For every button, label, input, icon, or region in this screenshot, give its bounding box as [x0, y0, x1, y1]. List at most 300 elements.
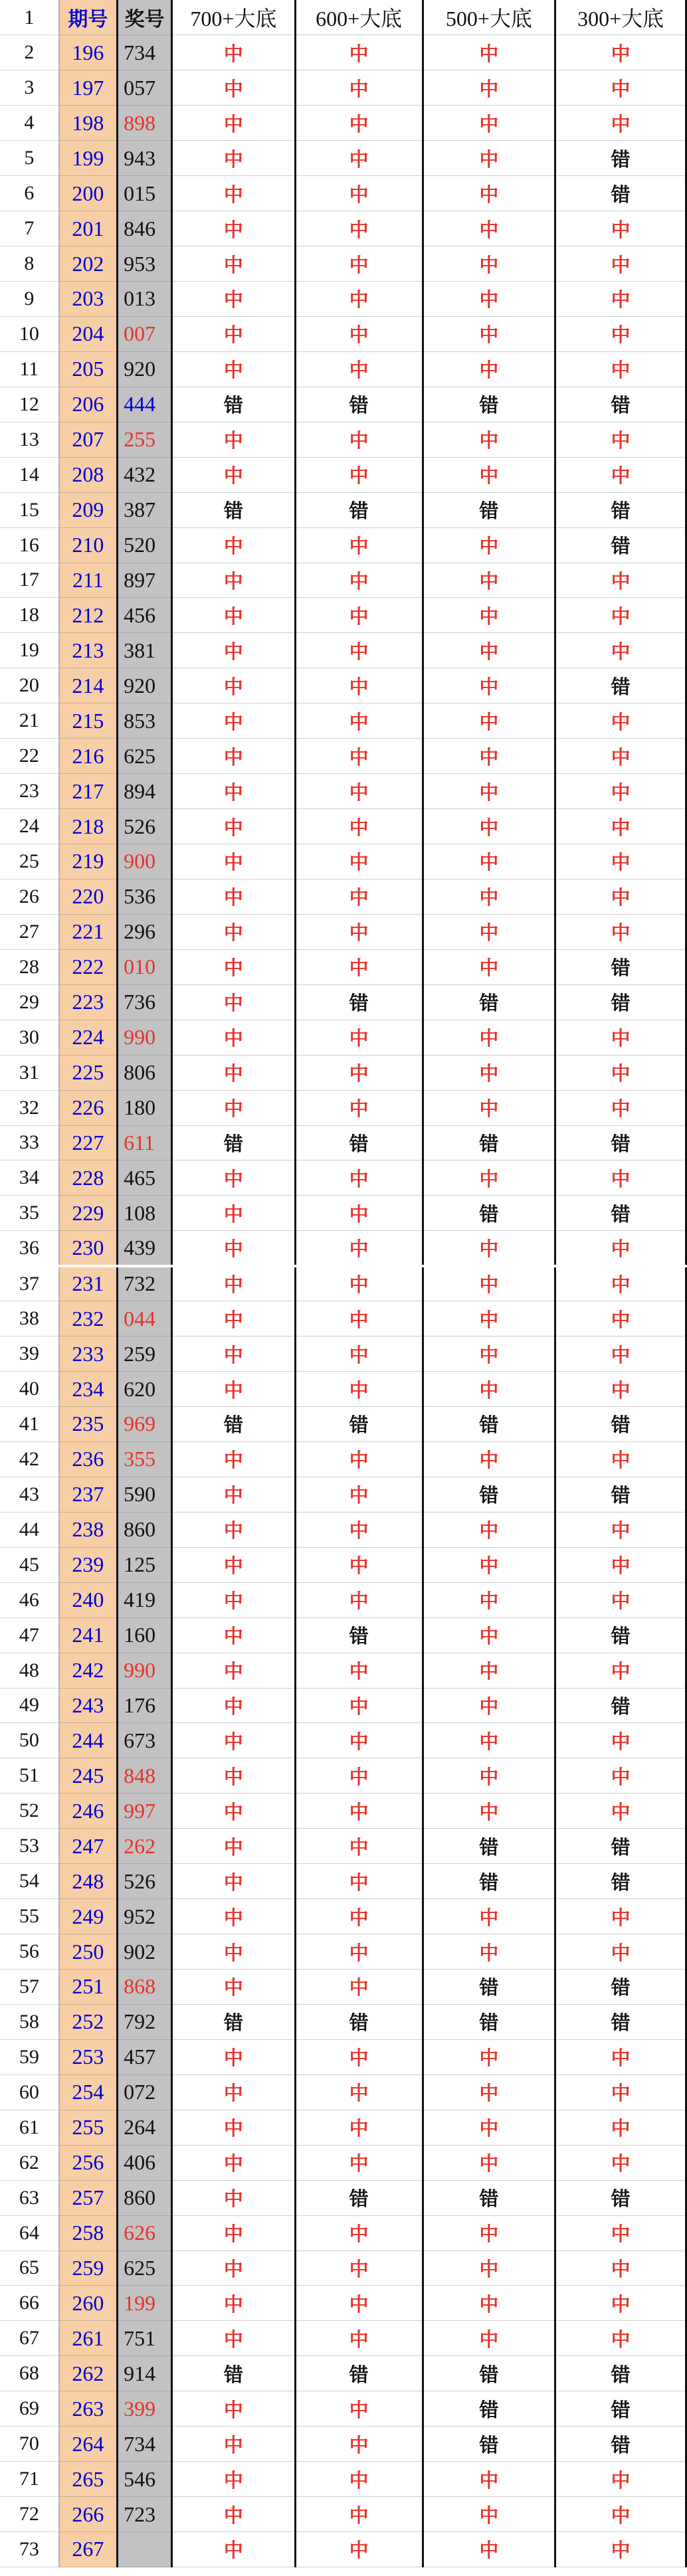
result-cell-700[interactable]: 中 [172, 1864, 296, 1899]
row-number[interactable]: 26 [0, 879, 59, 914]
award-number-cell[interactable]: 990 [118, 1653, 172, 1688]
award-number-cell[interactable]: 860 [118, 1512, 172, 1547]
row-number[interactable]: 14 [0, 457, 59, 492]
row-number[interactable]: 72 [0, 2497, 59, 2532]
result-cell-500[interactable]: 中 [423, 1723, 555, 1758]
result-cell-600[interactable]: 中 [295, 1829, 423, 1864]
result-cell-600[interactable]: 中 [295, 668, 423, 703]
result-cell-700[interactable]: 错 [172, 492, 296, 527]
result-cell-600[interactable]: 中 [295, 282, 423, 317]
award-number-cell[interactable]: 439 [118, 1231, 172, 1266]
period-cell[interactable]: 252 [59, 2004, 118, 2039]
result-cell-600[interactable]: 错 [295, 984, 423, 1020]
header-600[interactable]: 600+大底 [295, 0, 423, 35]
award-number-cell[interactable]: 898 [118, 106, 172, 141]
result-cell-300[interactable]: 错 [555, 2427, 686, 2462]
result-cell-700[interactable]: 中 [172, 2145, 296, 2180]
result-cell-700[interactable]: 中 [172, 1090, 296, 1125]
result-cell-300[interactable]: 中 [555, 1899, 686, 1934]
result-cell-300[interactable]: 中 [555, 2110, 686, 2145]
row-number[interactable]: 44 [0, 1512, 59, 1547]
period-cell[interactable]: 249 [59, 1899, 118, 1934]
row-number[interactable]: 10 [0, 316, 59, 351]
period-cell[interactable]: 262 [59, 2356, 118, 2391]
result-cell-300[interactable]: 中 [555, 457, 686, 492]
result-cell-600[interactable]: 中 [295, 1372, 423, 1407]
result-cell-700[interactable]: 中 [172, 1970, 296, 2005]
result-cell-300[interactable]: 中 [555, 2532, 686, 2567]
result-cell-500[interactable]: 中 [423, 1934, 555, 1970]
result-cell-300[interactable]: 中 [555, 1723, 686, 1758]
result-cell-700[interactable]: 中 [172, 316, 296, 351]
period-cell[interactable]: 256 [59, 2145, 118, 2180]
result-cell-500[interactable]: 中 [423, 2039, 555, 2074]
row-number[interactable]: 12 [0, 387, 59, 422]
period-cell[interactable]: 254 [59, 2074, 118, 2110]
result-cell-300[interactable]: 错 [555, 1477, 686, 1512]
result-cell-600[interactable]: 中 [295, 70, 423, 106]
result-cell-300[interactable]: 中 [555, 703, 686, 739]
row-number[interactable]: 48 [0, 1653, 59, 1688]
result-cell-300[interactable]: 中 [555, 422, 686, 457]
row-number[interactable]: 18 [0, 598, 59, 633]
award-number-cell[interactable]: 732 [118, 1266, 172, 1301]
result-cell-600[interactable]: 错 [295, 1407, 423, 1442]
result-cell-600[interactable]: 中 [295, 1582, 423, 1617]
row-number[interactable]: 23 [0, 774, 59, 809]
row-number[interactable]: 28 [0, 949, 59, 984]
row-number[interactable]: 40 [0, 1372, 59, 1407]
row-number[interactable]: 6 [0, 176, 59, 211]
result-cell-500[interactable]: 中 [423, 2321, 555, 2356]
result-cell-700[interactable]: 中 [172, 1196, 296, 1231]
award-number-cell[interactable]: 914 [118, 2356, 172, 2391]
result-cell-700[interactable]: 中 [172, 35, 296, 70]
result-cell-600[interactable]: 中 [295, 1336, 423, 1372]
period-cell[interactable]: 260 [59, 2286, 118, 2321]
result-cell-300[interactable]: 错 [555, 387, 686, 422]
award-number-cell[interactable]: 736 [118, 984, 172, 1020]
result-cell-500[interactable]: 中 [423, 1160, 555, 1196]
result-cell-500[interactable]: 错 [423, 1477, 555, 1512]
award-number-cell[interactable]: 611 [118, 1125, 172, 1160]
result-cell-500[interactable]: 中 [423, 1266, 555, 1301]
result-cell-300[interactable]: 中 [555, 1231, 686, 1266]
result-cell-600[interactable]: 中 [295, 35, 423, 70]
result-cell-300[interactable]: 中 [555, 70, 686, 106]
row-number[interactable]: 22 [0, 739, 59, 774]
row-number[interactable]: 33 [0, 1125, 59, 1160]
result-cell-600[interactable]: 中 [295, 774, 423, 809]
award-number-cell[interactable]: 044 [118, 1301, 172, 1336]
result-cell-700[interactable]: 错 [172, 2356, 296, 2391]
result-cell-500[interactable]: 中 [423, 1020, 555, 1055]
result-cell-300[interactable]: 中 [555, 739, 686, 774]
result-cell-300[interactable]: 中 [555, 563, 686, 598]
period-cell[interactable]: 267 [59, 2532, 118, 2567]
result-cell-500[interactable]: 中 [423, 1055, 555, 1090]
result-cell-300[interactable]: 中 [555, 2074, 686, 2110]
award-number-cell[interactable]: 160 [118, 1617, 172, 1653]
result-cell-700[interactable]: 中 [172, 70, 296, 106]
result-cell-500[interactable]: 错 [423, 2004, 555, 2039]
period-cell[interactable]: 229 [59, 1196, 118, 1231]
result-cell-300[interactable]: 中 [555, 2462, 686, 2497]
result-cell-700[interactable]: 错 [172, 1125, 296, 1160]
result-cell-500[interactable]: 中 [423, 1512, 555, 1547]
row-number[interactable]: 43 [0, 1477, 59, 1512]
result-cell-600[interactable]: 中 [295, 1688, 423, 1723]
result-cell-600[interactable]: 错 [295, 387, 423, 422]
result-cell-300[interactable]: 中 [555, 2286, 686, 2321]
result-cell-600[interactable]: 中 [295, 457, 423, 492]
result-cell-600[interactable]: 中 [295, 1020, 423, 1055]
result-cell-500[interactable]: 错 [423, 1829, 555, 1864]
result-cell-300[interactable]: 错 [555, 141, 686, 176]
result-cell-500[interactable]: 中 [423, 2110, 555, 2145]
result-cell-600[interactable]: 中 [295, 563, 423, 598]
row-number[interactable]: 73 [0, 2532, 59, 2567]
award-number-cell[interactable]: 846 [118, 211, 172, 246]
result-cell-300[interactable]: 中 [555, 2215, 686, 2251]
period-cell[interactable]: 220 [59, 879, 118, 914]
result-cell-600[interactable]: 中 [295, 527, 423, 563]
row-number[interactable]: 37 [0, 1266, 59, 1301]
result-cell-600[interactable]: 中 [295, 1512, 423, 1547]
row-number[interactable]: 35 [0, 1196, 59, 1231]
period-cell[interactable]: 237 [59, 1477, 118, 1512]
result-cell-500[interactable]: 中 [423, 1231, 555, 1266]
result-cell-600[interactable]: 中 [295, 598, 423, 633]
result-cell-700[interactable]: 中 [172, 1477, 296, 1512]
result-cell-700[interactable]: 中 [172, 246, 296, 282]
result-cell-300[interactable]: 错 [555, 1196, 686, 1231]
result-cell-600[interactable]: 中 [295, 844, 423, 879]
result-cell-700[interactable]: 中 [172, 668, 296, 703]
award-number-cell[interactable]: 952 [118, 1899, 172, 1934]
result-cell-300[interactable]: 中 [555, 633, 686, 668]
award-number-cell[interactable]: 673 [118, 1723, 172, 1758]
period-cell[interactable]: 236 [59, 1441, 118, 1477]
result-cell-500[interactable]: 中 [423, 351, 555, 387]
award-number-cell[interactable]: 007 [118, 316, 172, 351]
header-300[interactable]: 300+大底 [555, 0, 686, 35]
row-number[interactable]: 64 [0, 2215, 59, 2251]
result-cell-300[interactable]: 错 [555, 176, 686, 211]
result-cell-500[interactable]: 中 [423, 949, 555, 984]
award-number-cell[interactable]: 465 [118, 1160, 172, 1196]
period-cell[interactable]: 197 [59, 70, 118, 106]
result-cell-700[interactable]: 中 [172, 2391, 296, 2427]
row-number[interactable]: 39 [0, 1336, 59, 1372]
period-cell[interactable]: 255 [59, 2110, 118, 2145]
award-number-cell[interactable]: 013 [118, 282, 172, 317]
result-cell-700[interactable]: 中 [172, 1758, 296, 1794]
period-cell[interactable]: 209 [59, 492, 118, 527]
award-number-cell[interactable]: 848 [118, 1758, 172, 1794]
period-cell[interactable]: 259 [59, 2251, 118, 2286]
result-cell-500[interactable]: 中 [423, 176, 555, 211]
row-number[interactable]: 13 [0, 422, 59, 457]
award-number-cell[interactable]: 734 [118, 2427, 172, 2462]
period-cell[interactable]: 222 [59, 949, 118, 984]
row-number[interactable]: 4 [0, 106, 59, 141]
award-number-cell[interactable]: 536 [118, 879, 172, 914]
result-cell-700[interactable]: 中 [172, 1231, 296, 1266]
period-cell[interactable]: 210 [59, 527, 118, 563]
award-number-cell[interactable]: 015 [118, 176, 172, 211]
result-cell-500[interactable]: 错 [423, 1196, 555, 1231]
row-number[interactable]: 50 [0, 1723, 59, 1758]
award-number-cell[interactable]: 264 [118, 2110, 172, 2145]
result-cell-700[interactable]: 中 [172, 2497, 296, 2532]
period-cell[interactable]: 204 [59, 316, 118, 351]
row-number[interactable]: 41 [0, 1407, 59, 1442]
row-number[interactable]: 8 [0, 246, 59, 282]
result-cell-700[interactable]: 中 [172, 1688, 296, 1723]
result-cell-600[interactable]: 中 [295, 1547, 423, 1582]
result-cell-600[interactable]: 中 [295, 879, 423, 914]
result-cell-300[interactable]: 中 [555, 2321, 686, 2356]
result-cell-700[interactable]: 中 [172, 633, 296, 668]
result-cell-700[interactable]: 中 [172, 2180, 296, 2215]
result-cell-700[interactable]: 中 [172, 984, 296, 1020]
result-cell-600[interactable]: 中 [295, 1477, 423, 1512]
period-cell[interactable]: 223 [59, 984, 118, 1020]
award-number-cell[interactable]: 953 [118, 246, 172, 282]
result-cell-700[interactable]: 中 [172, 1055, 296, 1090]
period-cell[interactable]: 218 [59, 809, 118, 844]
row-number[interactable]: 30 [0, 1020, 59, 1055]
row-number[interactable]: 70 [0, 2427, 59, 2462]
period-cell[interactable]: 246 [59, 1794, 118, 1829]
result-cell-700[interactable]: 中 [172, 141, 296, 176]
result-cell-600[interactable]: 中 [295, 739, 423, 774]
result-cell-300[interactable]: 中 [555, 106, 686, 141]
row-number[interactable]: 60 [0, 2074, 59, 2110]
header-500[interactable]: 500+大底 [423, 0, 555, 35]
row-number[interactable]: 2 [0, 35, 59, 70]
row-number[interactable]: 51 [0, 1758, 59, 1794]
result-cell-300[interactable]: 中 [555, 35, 686, 70]
result-cell-300[interactable]: 错 [555, 1125, 686, 1160]
result-cell-300[interactable]: 中 [555, 2251, 686, 2286]
row-number[interactable]: 29 [0, 984, 59, 1020]
result-cell-500[interactable]: 中 [423, 809, 555, 844]
award-number-cell[interactable]: 199 [118, 2286, 172, 2321]
result-cell-700[interactable]: 中 [172, 1266, 296, 1301]
period-cell[interactable]: 257 [59, 2180, 118, 2215]
row-number[interactable]: 38 [0, 1301, 59, 1336]
result-cell-700[interactable]: 中 [172, 1829, 296, 1864]
row-number[interactable]: 46 [0, 1582, 59, 1617]
period-cell[interactable]: 199 [59, 141, 118, 176]
result-cell-700[interactable]: 中 [172, 1582, 296, 1617]
result-cell-700[interactable]: 中 [172, 1934, 296, 1970]
period-cell[interactable]: 247 [59, 1829, 118, 1864]
result-cell-700[interactable]: 中 [172, 457, 296, 492]
award-number-cell[interactable]: 259 [118, 1336, 172, 1372]
period-cell[interactable]: 203 [59, 282, 118, 317]
result-cell-600[interactable]: 中 [295, 949, 423, 984]
award-number-cell[interactable]: 444 [118, 387, 172, 422]
result-cell-500[interactable]: 中 [423, 879, 555, 914]
result-cell-700[interactable]: 中 [172, 2251, 296, 2286]
result-cell-600[interactable]: 中 [295, 2074, 423, 2110]
row-number[interactable]: 57 [0, 1970, 59, 2005]
result-cell-500[interactable]: 中 [423, 1441, 555, 1477]
result-cell-500[interactable]: 中 [423, 598, 555, 633]
result-cell-300[interactable]: 错 [555, 984, 686, 1020]
result-cell-600[interactable]: 中 [295, 2321, 423, 2356]
period-cell[interactable]: 207 [59, 422, 118, 457]
period-cell[interactable]: 215 [59, 703, 118, 739]
row-number[interactable]: 58 [0, 2004, 59, 2039]
award-number-cell[interactable]: 792 [118, 2004, 172, 2039]
result-cell-300[interactable]: 中 [555, 598, 686, 633]
award-number-cell[interactable]: 255 [118, 422, 172, 457]
row-number[interactable]: 49 [0, 1688, 59, 1723]
row-number[interactable]: 11 [0, 351, 59, 387]
result-cell-300[interactable]: 中 [555, 1758, 686, 1794]
period-cell[interactable]: 227 [59, 1125, 118, 1160]
result-cell-500[interactable]: 中 [423, 211, 555, 246]
result-cell-500[interactable]: 错 [423, 2180, 555, 2215]
period-cell[interactable]: 244 [59, 1723, 118, 1758]
result-cell-500[interactable]: 错 [423, 984, 555, 1020]
award-number-cell[interactable]: 990 [118, 1020, 172, 1055]
result-cell-700[interactable]: 中 [172, 211, 296, 246]
result-cell-600[interactable]: 中 [295, 422, 423, 457]
result-cell-600[interactable]: 中 [295, 2427, 423, 2462]
result-cell-300[interactable]: 错 [555, 949, 686, 984]
result-cell-600[interactable]: 中 [295, 2039, 423, 2074]
period-cell[interactable]: 258 [59, 2215, 118, 2251]
award-number-cell[interactable]: 057 [118, 70, 172, 106]
result-cell-500[interactable]: 中 [423, 1794, 555, 1829]
result-cell-300[interactable]: 中 [555, 2039, 686, 2074]
result-cell-500[interactable]: 中 [423, 2462, 555, 2497]
award-number-cell[interactable]: 853 [118, 703, 172, 739]
result-cell-600[interactable]: 中 [295, 141, 423, 176]
row-number[interactable]: 20 [0, 668, 59, 703]
result-cell-600[interactable]: 中 [295, 1934, 423, 1970]
period-cell[interactable]: 196 [59, 35, 118, 70]
result-cell-700[interactable]: 中 [172, 1160, 296, 1196]
result-cell-300[interactable]: 中 [555, 246, 686, 282]
result-cell-300[interactable]: 中 [555, 1301, 686, 1336]
period-cell[interactable]: 200 [59, 176, 118, 211]
result-cell-700[interactable]: 错 [172, 387, 296, 422]
result-cell-600[interactable]: 中 [295, 211, 423, 246]
result-cell-300[interactable]: 中 [555, 316, 686, 351]
row-number[interactable]: 59 [0, 2039, 59, 2074]
result-cell-500[interactable]: 中 [423, 527, 555, 563]
period-cell[interactable]: 206 [59, 387, 118, 422]
period-cell[interactable]: 205 [59, 351, 118, 387]
result-cell-700[interactable]: 中 [172, 106, 296, 141]
result-cell-600[interactable]: 中 [295, 703, 423, 739]
row-number[interactable]: 21 [0, 703, 59, 739]
row-number[interactable]: 32 [0, 1090, 59, 1125]
award-number-cell[interactable]: 734 [118, 35, 172, 70]
result-cell-500[interactable]: 中 [423, 1336, 555, 1372]
result-cell-600[interactable]: 中 [295, 2462, 423, 2497]
period-cell[interactable]: 265 [59, 2462, 118, 2497]
award-number-cell[interactable]: 419 [118, 1582, 172, 1617]
result-cell-600[interactable]: 中 [295, 2215, 423, 2251]
row-number[interactable]: 65 [0, 2251, 59, 2286]
row-number[interactable]: 36 [0, 1231, 59, 1266]
result-cell-700[interactable]: 中 [172, 809, 296, 844]
result-cell-500[interactable]: 中 [423, 844, 555, 879]
result-cell-300[interactable]: 错 [555, 2180, 686, 2215]
result-cell-300[interactable]: 错 [555, 2391, 686, 2427]
result-cell-300[interactable]: 中 [555, 1934, 686, 1970]
period-cell[interactable]: 230 [59, 1231, 118, 1266]
award-number-cell[interactable]: 806 [118, 1055, 172, 1090]
result-cell-500[interactable]: 中 [423, 1372, 555, 1407]
result-cell-500[interactable]: 中 [423, 422, 555, 457]
row-number[interactable]: 67 [0, 2321, 59, 2356]
result-cell-700[interactable]: 中 [172, 1301, 296, 1336]
award-number-cell[interactable]: 072 [118, 2074, 172, 2110]
result-cell-700[interactable]: 中 [172, 2286, 296, 2321]
result-cell-700[interactable]: 中 [172, 1794, 296, 1829]
result-cell-300[interactable]: 错 [555, 1617, 686, 1653]
result-cell-700[interactable]: 中 [172, 563, 296, 598]
row-number[interactable]: 62 [0, 2145, 59, 2180]
award-number-cell[interactable]: 723 [118, 2497, 172, 2532]
period-cell[interactable]: 208 [59, 457, 118, 492]
result-cell-500[interactable]: 中 [423, 2251, 555, 2286]
award-number-cell[interactable]: 262 [118, 1829, 172, 1864]
result-cell-500[interactable]: 中 [423, 2145, 555, 2180]
result-cell-300[interactable]: 中 [555, 774, 686, 809]
result-cell-700[interactable]: 中 [172, 844, 296, 879]
result-cell-700[interactable]: 中 [172, 351, 296, 387]
period-cell[interactable]: 238 [59, 1512, 118, 1547]
row-number[interactable]: 55 [0, 1899, 59, 1934]
result-cell-600[interactable]: 中 [295, 351, 423, 387]
result-cell-700[interactable]: 中 [172, 1336, 296, 1372]
result-cell-700[interactable]: 中 [172, 2427, 296, 2462]
result-cell-700[interactable]: 中 [172, 598, 296, 633]
result-cell-300[interactable]: 错 [555, 1407, 686, 1442]
result-cell-500[interactable]: 错 [423, 2427, 555, 2462]
period-cell[interactable]: 248 [59, 1864, 118, 1899]
result-cell-500[interactable]: 中 [423, 1688, 555, 1723]
result-cell-700[interactable]: 中 [172, 914, 296, 949]
row-number[interactable]: 68 [0, 2356, 59, 2391]
result-cell-300[interactable]: 错 [555, 492, 686, 527]
result-cell-600[interactable]: 中 [295, 1723, 423, 1758]
result-cell-500[interactable]: 错 [423, 2356, 555, 2391]
period-cell[interactable]: 235 [59, 1407, 118, 1442]
result-cell-600[interactable]: 中 [295, 2110, 423, 2145]
result-cell-500[interactable]: 中 [423, 1758, 555, 1794]
row-number[interactable]: 71 [0, 2462, 59, 2497]
period-cell[interactable]: 216 [59, 739, 118, 774]
result-cell-600[interactable]: 中 [295, 2391, 423, 2427]
period-cell[interactable]: 226 [59, 1090, 118, 1125]
result-cell-500[interactable]: 中 [423, 246, 555, 282]
result-cell-300[interactable]: 中 [555, 1794, 686, 1829]
result-cell-500[interactable]: 中 [423, 668, 555, 703]
result-cell-700[interactable]: 中 [172, 176, 296, 211]
result-cell-300[interactable]: 中 [555, 1372, 686, 1407]
result-cell-600[interactable]: 中 [295, 2145, 423, 2180]
